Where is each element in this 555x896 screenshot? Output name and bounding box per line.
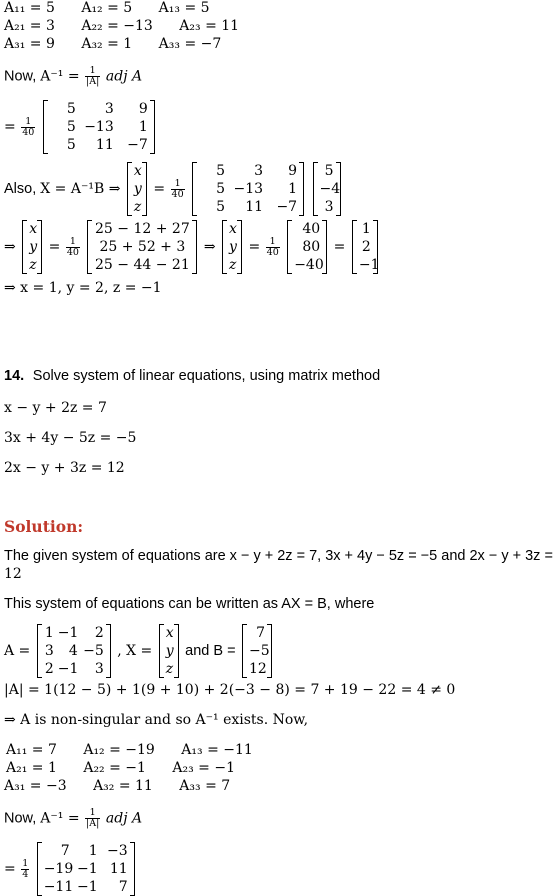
result-vector: 1 2 −1 <box>352 220 378 274</box>
question-number: 14. <box>4 368 25 384</box>
xyz-vector: x y z <box>222 220 242 274</box>
cofactor: A₁₃ = −11 <box>181 742 253 758</box>
cofactor: A₂₃ = 11 <box>179 18 240 34</box>
adj-label: adj A <box>105 810 143 827</box>
question-prompt: Solve system of linear equations, using matrix method <box>32 368 381 384</box>
cofactor: A₃₃ = 7 <box>179 778 231 794</box>
fraction: $\frac{1}{40}$ <box>22 115 35 138</box>
cofactor: A₃₂ = 11 <box>93 778 153 794</box>
equation: x − y + 2z = 7 <box>4 400 107 416</box>
cofactor-row <box>4 0 210 17</box>
cofactor: A₂₁ = 1 <box>6 760 57 776</box>
cofactor: A₃₃ = −7 <box>158 36 222 52</box>
adjoint-matrix: 5 3 9 5 −13 1 5 11 −7 <box>43 100 155 154</box>
fraction: $\frac{1}{|A|}$ <box>86 807 100 829</box>
equals-sign: = <box>4 119 16 135</box>
now-label: Now, <box>4 68 41 85</box>
inverse-formula <box>4 66 142 87</box>
cofactor-row <box>6 760 235 777</box>
non-singular-note: ⇒ A is non-singular and so A⁻¹ exists. Now, <box>4 712 309 728</box>
equals-sign: = <box>4 861 16 877</box>
equals-sign: = <box>48 239 61 255</box>
equals-sign: = <box>248 239 261 255</box>
cofactor-row <box>4 778 230 795</box>
b-label: and B = <box>185 643 236 659</box>
equation: 3x + 4y − 5z = −5 <box>4 430 137 446</box>
cofactor-row <box>4 36 221 53</box>
solution-step <box>4 162 343 216</box>
inverse-formula <box>4 808 142 829</box>
inverse-result <box>4 842 137 896</box>
cofactor: A₁₁ = 7 <box>6 742 57 758</box>
values-vector: 40 80 −40 <box>287 220 327 274</box>
cofactor: A₂₃ = −1 <box>172 760 235 776</box>
given-system-cont: 12 <box>4 566 22 582</box>
cofactor: A₃₁ = 9 <box>4 36 55 52</box>
fraction: $\frac{1}{4}$ <box>22 857 29 880</box>
cofactor: A₁₂ = 5 <box>81 0 133 16</box>
solution-heading: Solution: <box>4 517 84 536</box>
a-label: A = <box>4 643 31 659</box>
xyz-vector: x y z <box>159 624 179 678</box>
adj-label: adj A <box>105 68 143 85</box>
matrix-form: This system of equations can be written as AX = B, where <box>4 596 375 612</box>
fraction: $\frac{1}{40}$ <box>66 235 79 258</box>
fraction: $\frac{1}{|A|}$ <box>86 65 100 87</box>
now-label: Now, <box>4 810 41 827</box>
implies-sign: ⇒ <box>203 239 216 255</box>
cofactor: A₃₂ = 1 <box>81 36 133 52</box>
equation: 2x − y + 3z = 12 <box>4 460 125 476</box>
matrix-definitions <box>4 624 274 678</box>
cofactor: A₁₃ = 5 <box>158 0 210 16</box>
implies-sign: ⇒ <box>4 239 16 255</box>
cofactor: A₂₂ = −13 <box>81 18 153 34</box>
adjoint-matrix: 7 1 −3 −19 −1 11 −11 −1 7 <box>37 842 135 896</box>
fraction: $\frac{1}{40}$ <box>171 177 184 200</box>
given-system: The given system of equations are x − y + 2z = 7, 3x + 4y − 5z = −5 and 2x − y + 3z = <box>4 548 553 564</box>
coefficient-matrix: 1 −1 2 3 4 −5 2 −1 3 <box>37 624 111 678</box>
cofactor: A₂₂ = −1 <box>83 760 146 776</box>
xyz-vector: x y z <box>127 162 147 216</box>
xyz-vector: x y z <box>22 220 42 274</box>
also-label: Also, <box>4 181 41 197</box>
equals-sign: = <box>153 181 166 197</box>
cofactor-row <box>6 742 253 759</box>
constant-vector: 7 −5 12 <box>242 624 272 678</box>
expression: X = A⁻¹B ⇒ <box>40 181 121 197</box>
x-label: , X = <box>117 643 153 659</box>
inverse-lhs: A⁻¹ = <box>40 810 85 827</box>
cofactor: A₂₁ = 3 <box>4 18 55 34</box>
fraction: $\frac{1}{40}$ <box>266 235 279 258</box>
adjoint-matrix: 5 3 9 5 −13 1 5 11 −7 <box>192 162 304 216</box>
question-14 <box>4 368 380 385</box>
b-vector: 5 −4 3 <box>313 162 341 216</box>
cofactor: A₁₁ = 5 <box>4 0 55 16</box>
cofactor: A₁₂ = −19 <box>83 742 155 758</box>
solution-step <box>4 220 380 274</box>
inverse-result <box>4 100 157 154</box>
determinant: |A| = 1(12 − 5) + 1(9 + 10) + 2(−3 − 8) = 7 + 19 − 22 = 4 ≠ 0 <box>4 682 456 698</box>
product-vector: 25 − 12 + 27 25 + 52 + 3 25 − 44 − 21 <box>87 220 197 274</box>
cofactor: A₃₁ = −3 <box>4 778 67 794</box>
equals-sign: = <box>333 239 346 255</box>
final-answer: ⇒ x = 1, y = 2, z = −1 <box>4 280 162 296</box>
inverse-lhs: A⁻¹ = <box>40 68 85 85</box>
cofactor-row <box>4 18 239 35</box>
